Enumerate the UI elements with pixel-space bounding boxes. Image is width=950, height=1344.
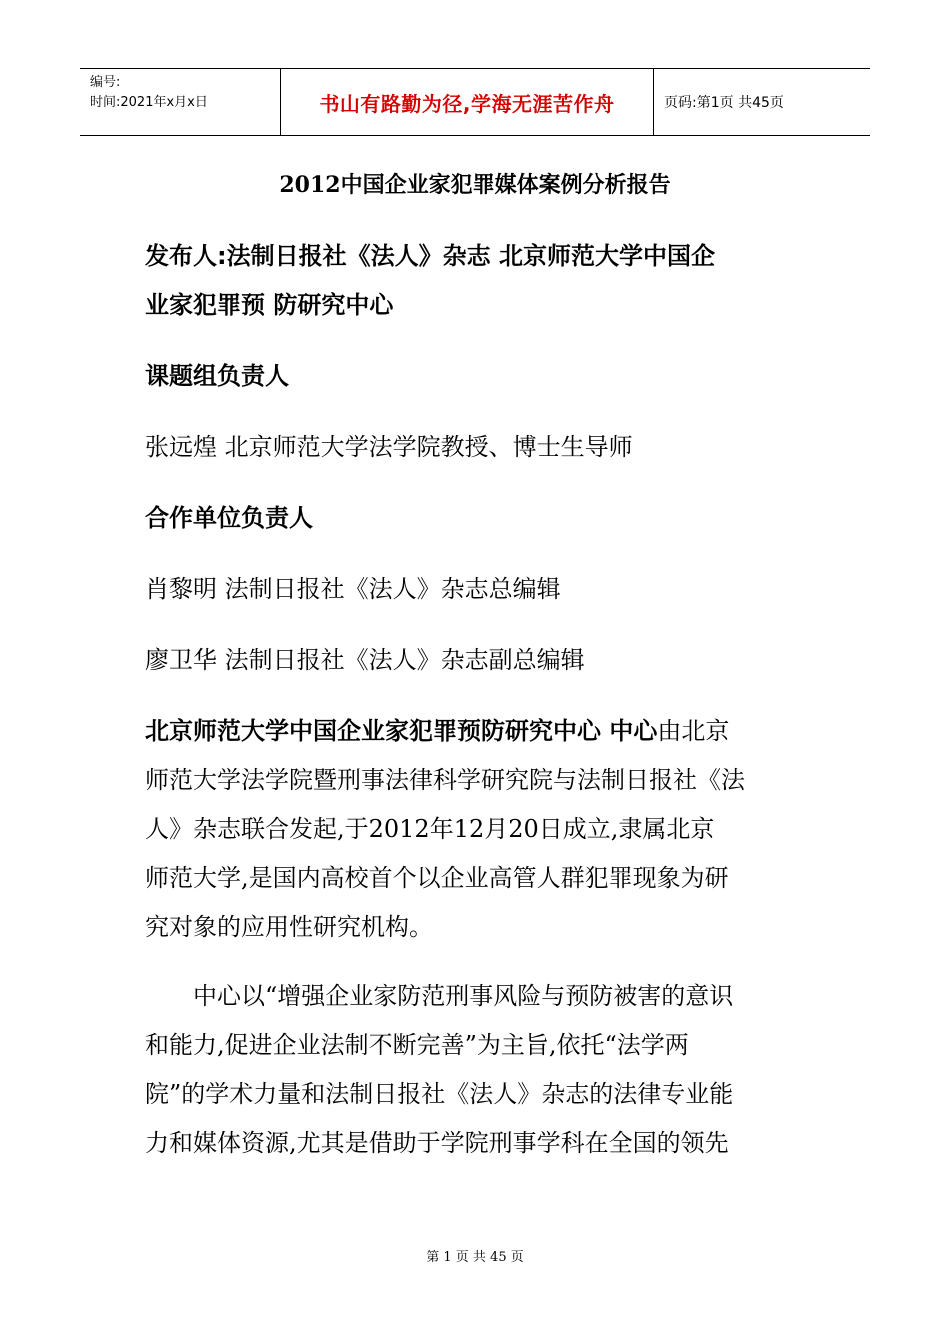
center-paragraph-line-5: 究对象的应用性研究机构。 [145, 913, 433, 941]
number-label: 编号: [90, 75, 121, 90]
time-label: 时间:2021年x月x日 [90, 95, 208, 110]
partner-1: 肖黎明 法制日报社《法人》杂志总编辑 [145, 575, 561, 603]
header-page-info [654, 69, 870, 135]
document-title: 2012中国企业家犯罪媒体案例分析报告 [279, 172, 671, 198]
mission-paragraph-line-1: 中心以“增强企业家防范刑事风险与预防被害的意识 [193, 982, 734, 1010]
publisher-line-1: 发布人:法制日报社《法人》杂志 北京师范大学中国企 [145, 242, 715, 270]
footer-page-label: 第 1 页 共 45 页 [426, 1250, 524, 1265]
mission-paragraph-line-4: 力和媒体资源,尤其是借助于学院刑事学科在全国的领先 [145, 1129, 729, 1157]
center-line-1-rest: 由北京 [657, 717, 730, 745]
center-paragraph-line-1 [145, 707, 805, 756]
document-body [145, 232, 805, 1168]
motto-text: 书山有路勤为径,学海无涯苦作舟 [319, 91, 615, 116]
mission-paragraph-line-3: 院”的学术力量和法制日报社《法人》杂志的法律专业能 [145, 1080, 734, 1108]
center-paragraph-line-2: 师范大学法学院暨刑事法律科学研究院与法制日报社《法 [145, 766, 745, 794]
header-meta [80, 69, 281, 135]
center-paragraph-line-4: 师范大学,是国内高校首个以企业高管人群犯罪现象为研 [145, 864, 729, 892]
page-info-text: 页码:第1页 共45页 [664, 95, 784, 111]
partner-label: 合作单位负责人 [145, 504, 313, 532]
group-head-label: 课题组负责人 [145, 362, 289, 390]
partner-2: 廖卫华 法制日报社《法人》杂志副总编辑 [145, 646, 585, 674]
header-table [80, 68, 870, 136]
group-head: 张远煌 北京师范大学法学院教授、博士生导师 [145, 433, 633, 461]
page-footer [0, 1246, 950, 1265]
center-name-bold: 北京师范大学中国企业家犯罪预防研究中心 中心 [145, 717, 658, 745]
mission-paragraph-line-2: 和能力,促进企业法制不断完善”为主旨,依托“法学两 [145, 1031, 689, 1059]
publisher-line-2: 业家犯罪预 防研究中心 [145, 291, 394, 319]
center-paragraph-line-3: 人》杂志联合发起,于2012年12月20日成立,隶属北京 [145, 815, 715, 843]
header-motto-cell [281, 69, 654, 135]
